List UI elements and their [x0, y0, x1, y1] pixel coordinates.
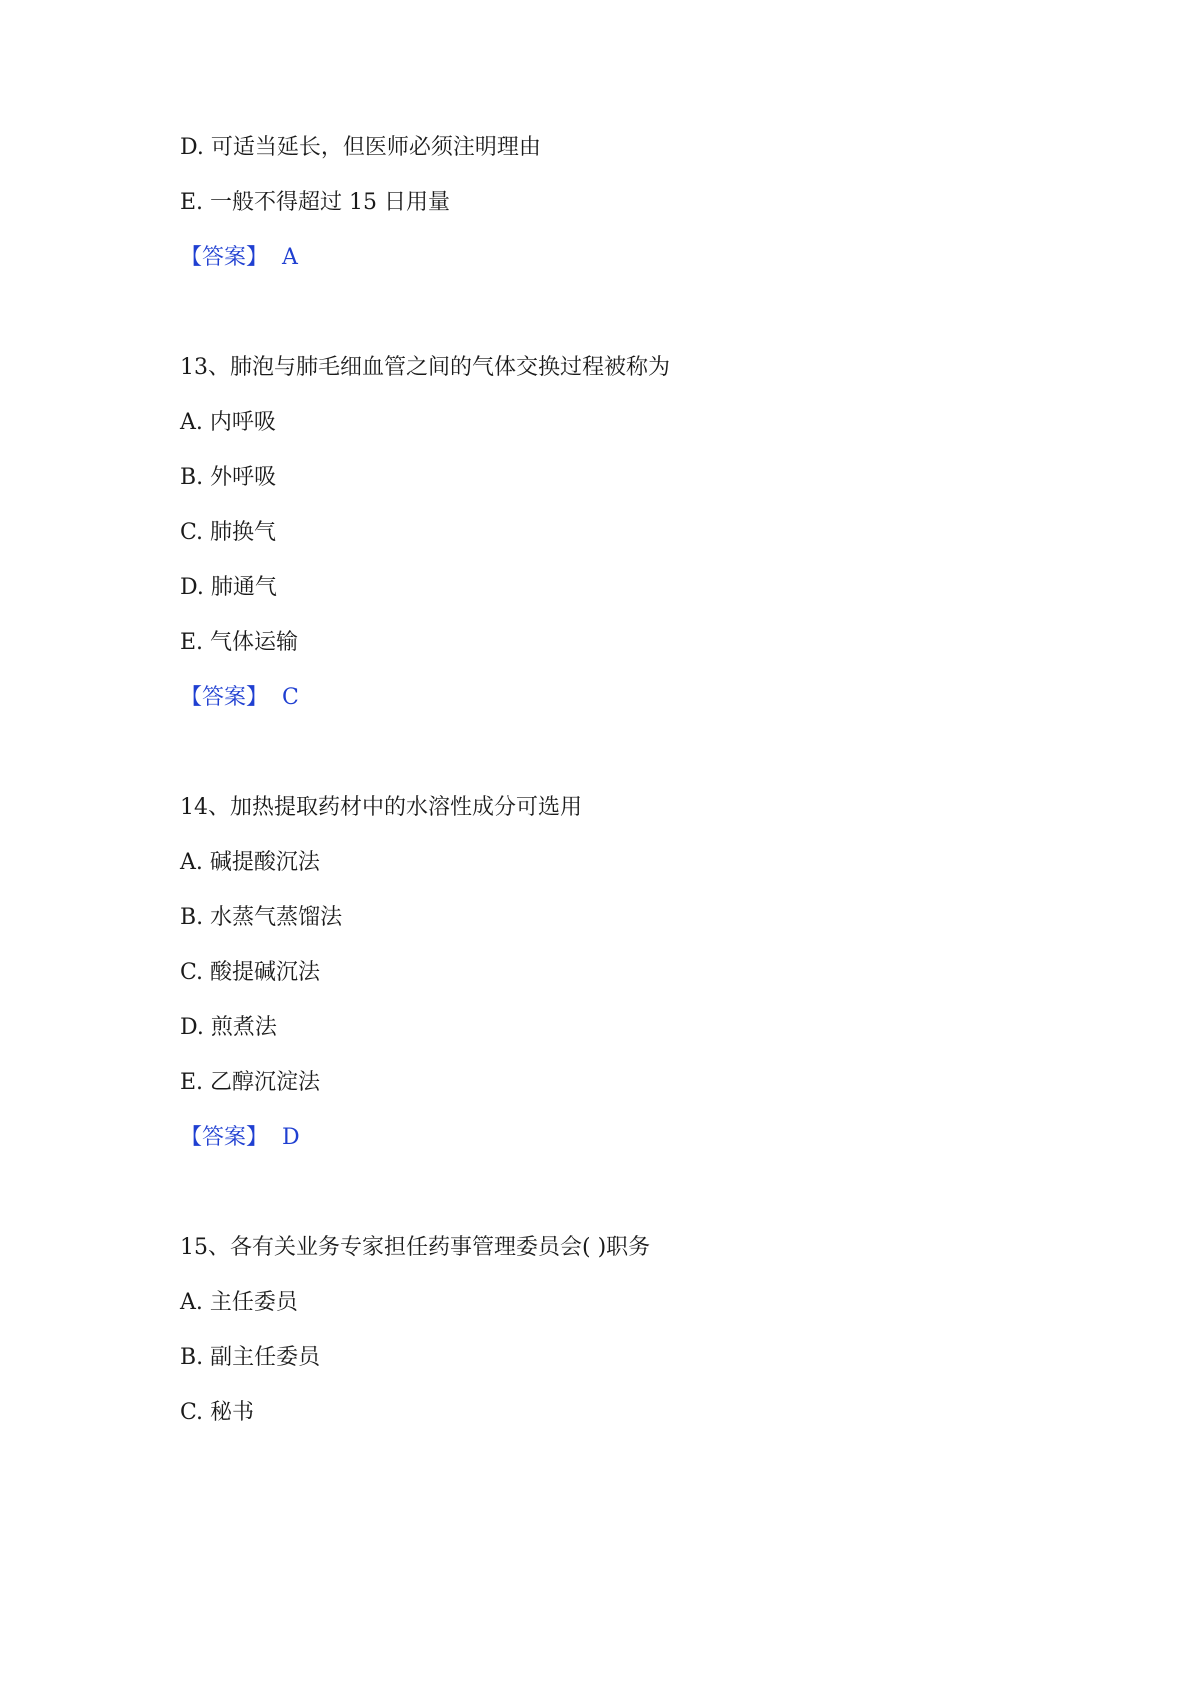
q14-option-c: C. 酸提碱沉法: [180, 960, 321, 985]
q12-answer-value: A: [282, 245, 298, 270]
q13-option-d: D. 肺通气: [180, 575, 277, 600]
q14-option-e: E. 乙醇沉淀法: [180, 1070, 321, 1095]
q13-question: 13、肺泡与肺毛细血管之间的气体交换过程被称为: [180, 355, 670, 380]
q13-answer-label: 【答案】: [180, 685, 269, 710]
q14-answer-value: D: [282, 1125, 300, 1150]
q15-option-b: B. 副主任委员: [180, 1345, 321, 1370]
q12-answer-label: 【答案】: [180, 245, 269, 270]
q14-option-a: A. 碱提酸沉法: [180, 850, 320, 875]
q13-answer: [180, 684, 299, 712]
q15-option-c: C. 秘书: [180, 1400, 255, 1425]
q12-option-d: D. 可适当延长，但医师必须注明理由: [180, 135, 541, 160]
q13-option-b: B. 外呼吸: [180, 465, 277, 490]
q15-option-a: A. 主任委员: [180, 1290, 298, 1315]
q12-option-e: E. 一般不得超过 15 日用量: [180, 190, 451, 215]
q13-option-e: E. 气体运输: [180, 630, 299, 655]
q14-option-b: B. 水蒸气蒸馏法: [180, 905, 343, 930]
q14-answer: [180, 1124, 300, 1152]
q14-answer-label: 【答案】: [180, 1125, 269, 1150]
q15-question: 15、各有关业务专家担任药事管理委员会( )职务: [180, 1235, 651, 1260]
q13-option-a: A. 内呼吸: [180, 410, 276, 435]
q14-question: 14、加热提取药材中的水溶性成分可选用: [180, 795, 582, 820]
q14-option-d: D. 煎煮法: [180, 1015, 277, 1040]
q13-answer-value: C: [282, 685, 299, 710]
q12-answer: [180, 244, 298, 272]
q13-option-c: C. 肺换气: [180, 520, 277, 545]
